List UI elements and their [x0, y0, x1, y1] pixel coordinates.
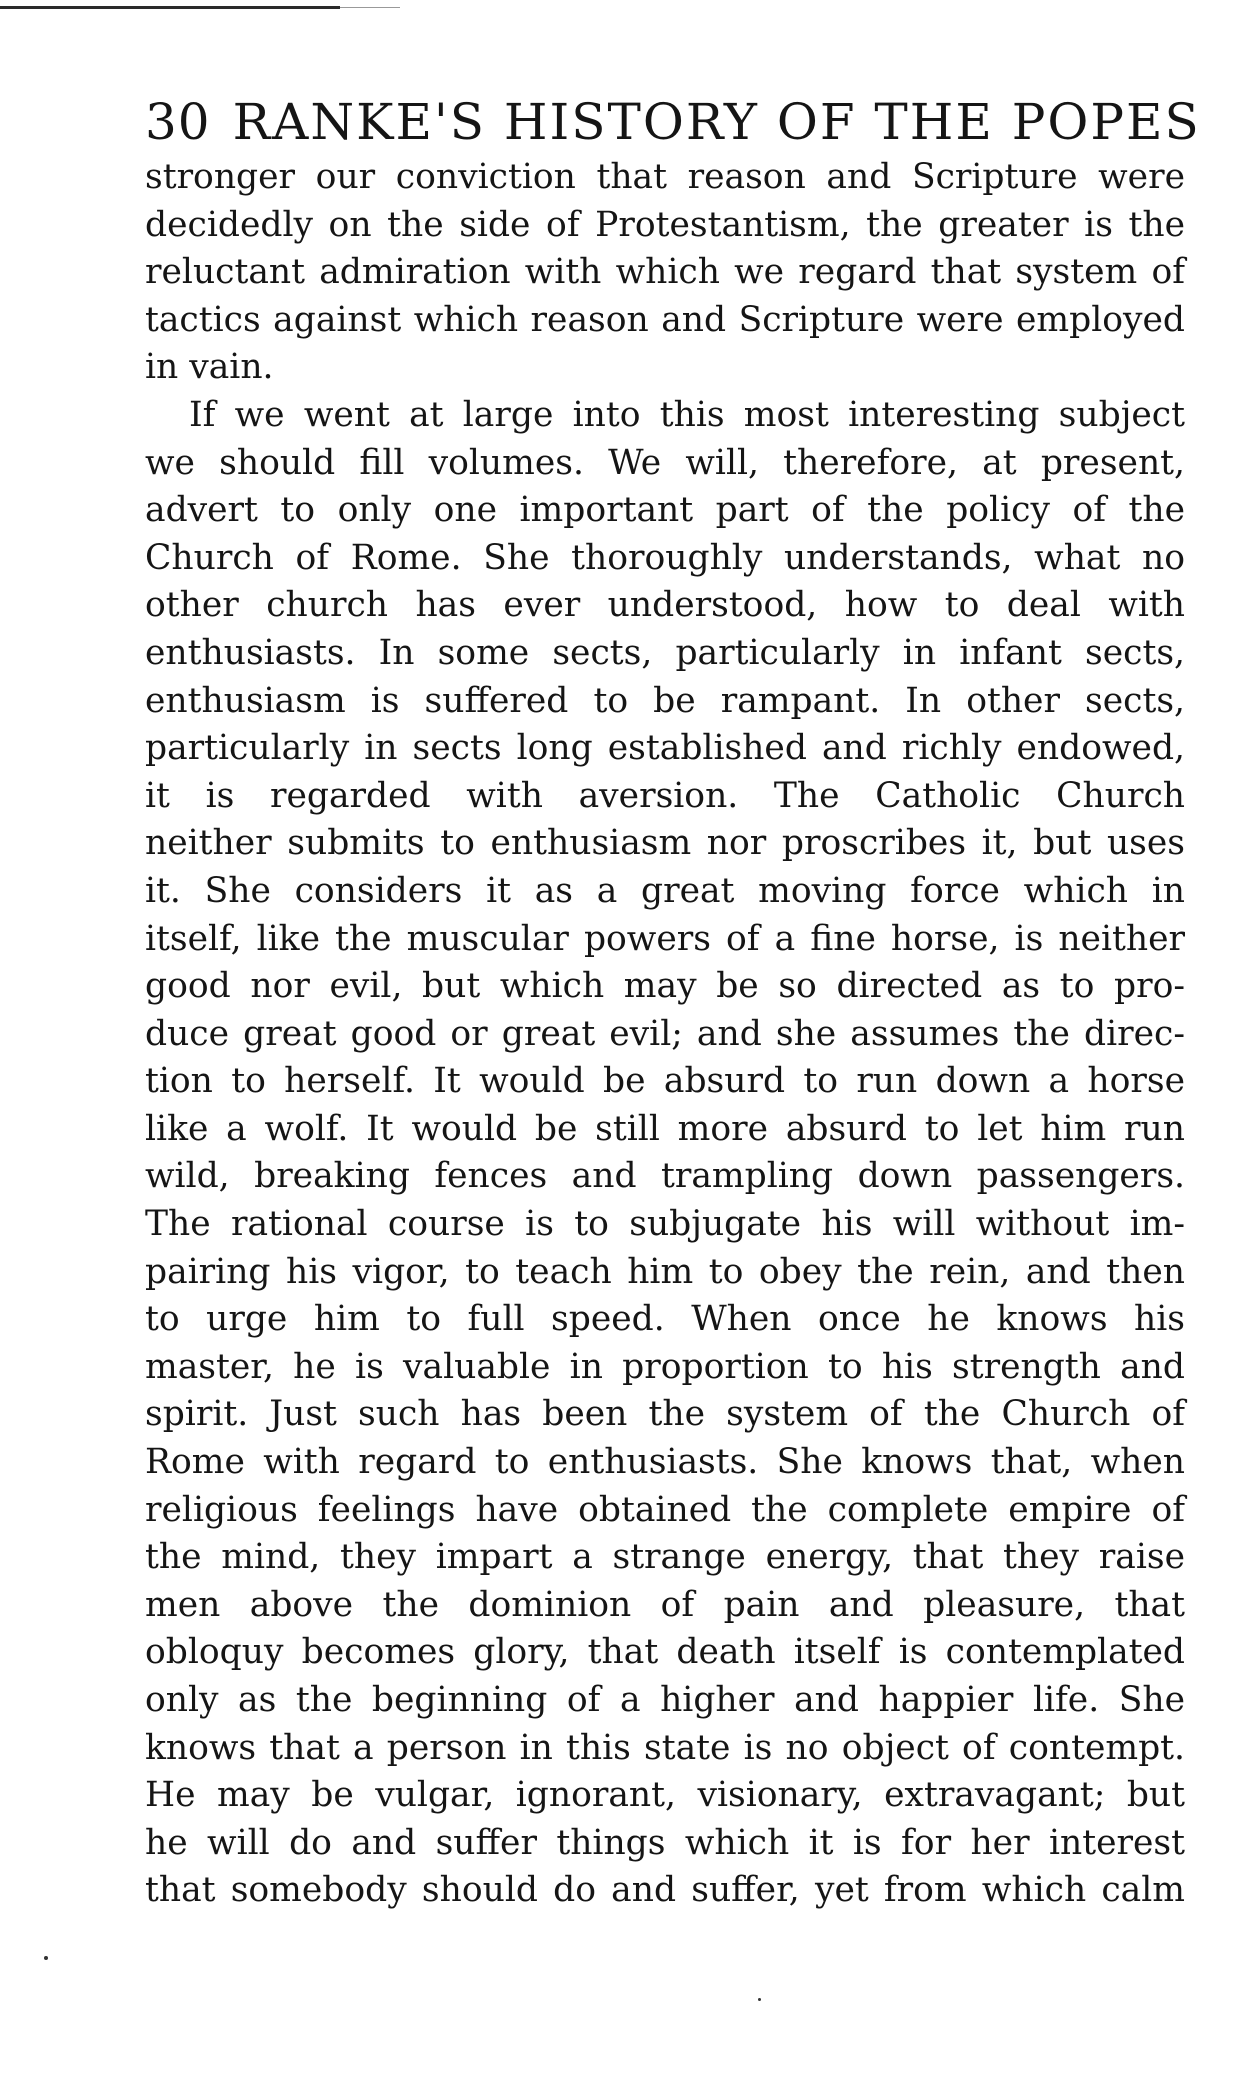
page-number: 30 [145, 93, 211, 151]
text-line: religious feelings have obtained the complete empire of [145, 1489, 1185, 1530]
text-line: master, he is valuable in proportion to his strength and [145, 1346, 1185, 1387]
top-rule-fade [340, 7, 400, 8]
running-title: RANKE'S HISTORY OF THE POPES [232, 93, 1201, 151]
book-page [145, 90, 1201, 1915]
text-line: good nor evil, but which may be so directed as to pro- [145, 966, 1185, 1007]
text-line: Rome with regard to enthusiasts. She knows that, when [145, 1442, 1185, 1483]
text-line: tactics against which reason and Scripture were employed [145, 299, 1185, 340]
text-line: wild, breaking fences and trampling down passengers. [145, 1156, 1185, 1197]
text-line: he will do and suffer things which it is for her interest [145, 1822, 1185, 1863]
text-line: to urge him to full speed. When once he knows his [145, 1299, 1185, 1340]
text-line: obloquy becomes glory, that death itself is contemplated [145, 1632, 1185, 1673]
text-line: like a wolf. It would be still more absurd to let him run [145, 1108, 1185, 1149]
paragraph-1 [145, 154, 1185, 392]
body-text [145, 154, 1185, 1915]
text-line: spirit. Just such has been the system of the Church of [145, 1394, 1185, 1435]
text-line: neither submits to enthusiasm nor proscribes it, but uses [145, 823, 1185, 864]
text-line: The rational course is to subjugate his will without im- [145, 1204, 1185, 1245]
text-line: advert to only one important part of the policy of the [145, 490, 1185, 531]
ink-speck [44, 1956, 48, 1960]
text-line: itself, like the muscular powers of a fine horse, is neither [145, 918, 1185, 959]
text-line: reluctant admiration with which we regard that system of [145, 252, 1185, 293]
paragraph-2 [145, 392, 1185, 1915]
text-line: it is regarded with aversion. The Catholic Church [145, 775, 1185, 816]
ink-speck [758, 1998, 761, 2001]
text-line: Church of Rome. She thoroughly understands, what no [145, 537, 1185, 578]
text-line: pairing his vigor, to teach him to obey the rein, and then [145, 1251, 1185, 1292]
text-line: enthusiasts. In some sects, particularly in infant sects, [145, 632, 1185, 673]
text-line: men above the dominion of pain and pleasure, that [145, 1584, 1185, 1625]
text-line: If we went at large into this most interesting subject [189, 394, 1185, 435]
text-line: knows that a person in this state is no object of contempt. [145, 1727, 1185, 1768]
text-line: duce great good or great evil; and she assumes the direc- [145, 1013, 1185, 1054]
top-rule [0, 6, 340, 9]
text-line: He may be vulgar, ignorant, visionary, extravagant; but [145, 1775, 1185, 1816]
text-line: in vain. [145, 347, 274, 388]
text-line: tion to herself. It would be absurd to run down a horse [145, 1061, 1185, 1102]
text-line: it. She considers it as a great moving force which in [145, 870, 1185, 911]
text-line: only as the beginning of a higher and happier life. She [145, 1680, 1185, 1720]
text-line: decidedly on the side of Protestantism, the greater is the [145, 204, 1185, 245]
text-line: the mind, they impart a strange energy, that they raise [145, 1537, 1185, 1578]
text-line: that somebody should do and suffer, yet from which calm [145, 1870, 1185, 1911]
text-line: particularly in sects long established and richly endowed, [145, 728, 1185, 769]
running-header [145, 90, 1201, 154]
text-line: we should fill volumes. We will, therefore, at present, [145, 442, 1185, 483]
text-line: other church has ever understood, how to deal with [145, 585, 1185, 626]
text-line: stronger our conviction that reason and Scripture were [145, 157, 1185, 197]
text-line: enthusiasm is suffered to be rampant. In other sects, [145, 680, 1185, 721]
